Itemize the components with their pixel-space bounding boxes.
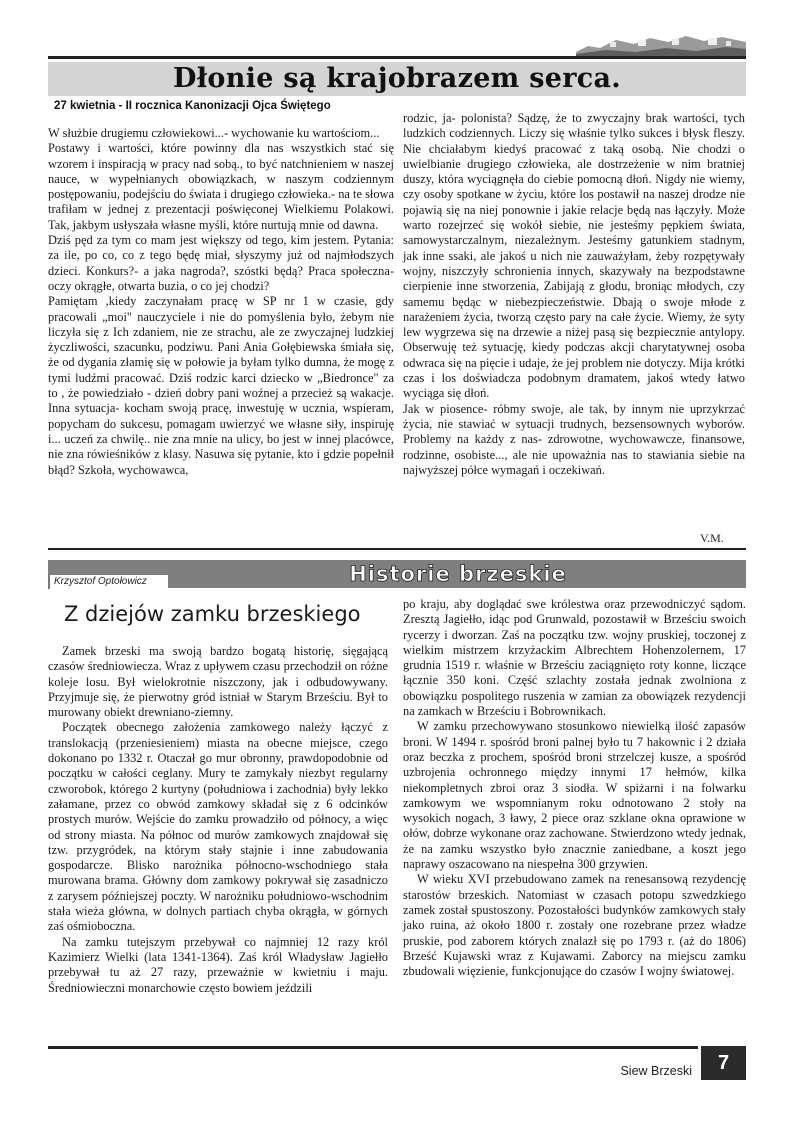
article-title: Dłonie są krajobrazem serca. [173, 63, 621, 94]
section-divider [48, 548, 746, 550]
paragraph: Postawy i wartości, które powinny dla nas wszystkich stać się wzorem i inspiracją w pracy nad sobą., to być natchnieniem w naszej nauce, w wypełnianych obowiązkach, w naszym codziennym postępowaniu, podejściu do świata i drugiego człowieka.- na te słowa trafiłam w jednej z prezentacji poświęconej Wielkiemu Polakowi. Tak, jakbym usłyszała własne myśli, które nurtują mnie od dawna. [48, 141, 394, 232]
paragraph: W służbie drugiemu człowiekowi...- wychowanie ku wartościom... [48, 126, 380, 140]
article1-column-right [403, 111, 745, 478]
paragraph: Jak w piosence- róbmy swoje, ale tak, by innym nie uprzykrzać życia, nie stawiać w sytuacji trudnych, bezsensownych wyborów. Problemy na każdy z nas- zdrowotne, wychowawcze, finansowe, rodzinne, osobiste..., ale nie upoważnia nas to stawiania siebie na najwyższej półce wymagań i oczekiwań. [403, 401, 745, 477]
article2-title: Z dziejów zamku brzeskiego [64, 602, 361, 626]
paragraph: Na zamku tutejszym przebywał co najmniej 12 razy król Kazimierz Wielki (lata 1341-1364). Zaś król Władysław Jagiełło przebywał tu aż 27 razy, przeważnie w kwietniu i maju. Średniowieczni monarchowie często bowiem jeździli [48, 934, 388, 995]
paragraph: W wieku XVI przebudowano zamek na renesansową rezydencję starostów brzeskich. Natomiast w czasach potopu szwedzkiego zamek został spustoszony. Pozostałości budynków zamkowych stały jako ruina, aż około 1800 r. zostały one rozebrane przez władze pruskie, pod zaborem których znalazł się po 1793 r. (aż do 1806) Brześć Kujawski wraz z Kujawami. Zaborcy na miejscu zamku zbudowali więzienie, funkcjonujące do czasów I wojny światowej. [403, 872, 746, 979]
paragraph: rodzic, ja- polonista? Sądzę, że to zwyczajny brak wartości, tych ludzkich codziennych. Liczy się właśnie tylko sukces i błysk fleszy. Nie chciałabym kiedyś pracować z taką osobą. Nie chodzi o uwielbianie drugiego człowieka, ale dostrzeżenie w nim bratniej duszy, która wyciągnęła do ciebie pomocną dłoń. Nigdy nie wiemy, czy osoby spotkane w życiu, które los postawił na naszej drodze nie pojawią się na niej ponownie i jakie relacje będą nas łączyły. Może warto rozejrzeć się wokół siebie, nie jesteśmy pępkiem świata, samowystarczalnym, niezależnym. Jesteśmy gatunkiem stadnym, jak inne ssaki, ale jakoś u nich nie zauważyłam, żeby rozpętywały wojny, niszczyły schronienia innych, skazywały na bezpodstawne cierpienie inne stworzenia, Zabijają z głodu, broniąc młodych, czy samemu będąc w niebezpieczeństwie. Dbają o swoje młode z narażeniem życia, tworzą często pary na całe życie. Wiemy, że syty lew wygrzewa się na drzewie a niżej pasą się bezpiecznie antylopy. Obserwuję też sytuację, kiedy podczas akcji charytatywnej osoba odwraca się na pięcie i udaje, że jej problem nie dotyczy. Mija krótki czas i los doświadcza podobnym dramatem, jakoś wtedy łatwo wyciąga się dłoń. [403, 111, 745, 401]
page-number: 7 [701, 1046, 746, 1080]
magazine-name: Siew Brzeski [620, 1064, 692, 1078]
footer-divider [48, 1046, 698, 1049]
paragraph: po kraju, aby doglądać swe królestwa oraz przewodniczyć sądom. Zresztą Jagiełło, idąc pod Grunwald, pozostawił w Brześciu swoich rycerzy i dworzan. Zaś na początku tzw. wojny pruskiej, toczonej z wielkim mistrzem krzyżackim Albrechtem Hohenzolernem, 17 grudnia 1519 r. właśnie w Brześciu zaciągnięto roty konne, liczące łącznie 350 koni. Część szlachty została jednak zwolniona z obowiązku pospolitego ruszenia w zamian za obowiązek rezydencji na zamkach w Brześciu i Bobrownikach. [403, 597, 746, 719]
author-signature: V.M. [700, 531, 724, 545]
section-title: Historie brzeskie [349, 562, 567, 586]
paragraph: Pamiętam ,kiedy zaczynałam pracę w SP nr 1 w czasie, gdy pracowali „moi" nauczyciele i nie do pomyślenia było, żebym nie liczyła się z Ich zdaniem, nie ze strachu, ale ze zwyczajnej ludzkiej życzliwości, szacunku, podziwu. Pani Ania Gołębiewska śmiała się, że od dygania złamię się w połowie ja byłam tylko dumna, że mogę z tymi ludźmi pracować. Dziś rodzic karci dziecko w „Biedronce" za to , że powiedziało - dzień dobry pani woźnej a przecież są wakacje. Inna sytuacja- kocham swoją pracę, inwestuję w ucznia, wspieram, popycham do sukcesu, pomagam uwierzyć we własne siły, inspiruję i... uczeń za chwilę.. nie zna mnie na ulicy, bo jest w innej placówce, nie zna rówieśników z klasy. Nasuwa się pytanie, kto i gdzie popełnił błąd? Szkoła, wychowawca, [48, 294, 394, 477]
paragraph: Początek obecnego założenia zamkowego należy łączyć z translokacją (przeniesieniem) miasta na obecne miejsce, czego dokonano po 1332 r. Otaczał go mur obronny, prawdopodobnie od początku w całości ceglany. Mury te zamykały niezbyt regularny czworobok, którego 2 kurtyny (południowa i zachodnia) były lekko załamane, przez co obwód zamkowy składał się z 6 odcinków prostych murów. Wejście do zamku prowadziło od północy, a więc od strony miasta. Na północ od murów zamkowych znajdował się tzw. przygródek, na którym stały stajnie i inne zabudowania gospodarcze. Blisko narożnika północno-wschodniego stała murowana brama. Główny dom zamkowy pokrywał się zasadniczo z zarysem późniejszej poczty. W narożniku południowo-wschodnim stała wieża główna, w dolnych partiach chyba okrągła, w górnych zaś ośmioboczna. [48, 720, 388, 934]
header-landscape-photo [576, 30, 746, 56]
section-author: Krzysztof Optołowicz [48, 575, 168, 589]
article2-column-right [403, 597, 746, 979]
paragraph: Dziś pęd za tym co mam jest większy od tego, kim jestem. Pytania: za ile, po co, co z tego będę miał, słyszymy już od najmłodszych dzieci. Konkurs?- a jaka nagroda?, szóstki będą? Praca społeczna- oczy okrągłe, otwarta buzia, o co jej chodzi? [48, 233, 394, 293]
article-title-band [48, 62, 746, 96]
article-subtitle: 27 kwietnia - II rocznica Kanonizacji Ojca Świętego [54, 100, 331, 112]
top-divider [48, 56, 746, 59]
paragraph: Zamek brzeski ma swoją bardzo bogatą historię, sięgającą czasów średniowiecza. Wraz z upływem czasu przechodził on różne koleje losu. Był wielokrotnie niszczony, jak i odbudowywany. Przyjmuje się, że pierwotny gród istniał w Starym Brześciu. Był to murowany obiekt drewniano-ziemny. [48, 644, 388, 720]
article1-column-left [48, 126, 394, 478]
paragraph: W zamku przechowywano stosunkowo niewielką ilość zapasów broni. W 1494 r. spośród broni palnej było tu 7 hakownic i 2 działa oraz beczka z prochem, spośród broni strzelczej kusze, a spośród uzbrojenia ochronnego między innymi 17 hełmów, kilka niekompletnych zbroi oraz 3 siodła. W spiżarni i na folwarku zamkowym we wspomnianym roku odnotowano 2 stoły na wysokich nogach, 3 ławy, 2 piece oraz szklane okna oprawione w ołów, dobrze wykonane oraz zachowane. Stwierdzono wtedy jednak, że na zamku wszystko było znacznie zaniedbane, a koszt jego naprawy oszacowano na niespełna 300 grzywien. [403, 719, 746, 872]
article2-column-left [48, 644, 388, 996]
